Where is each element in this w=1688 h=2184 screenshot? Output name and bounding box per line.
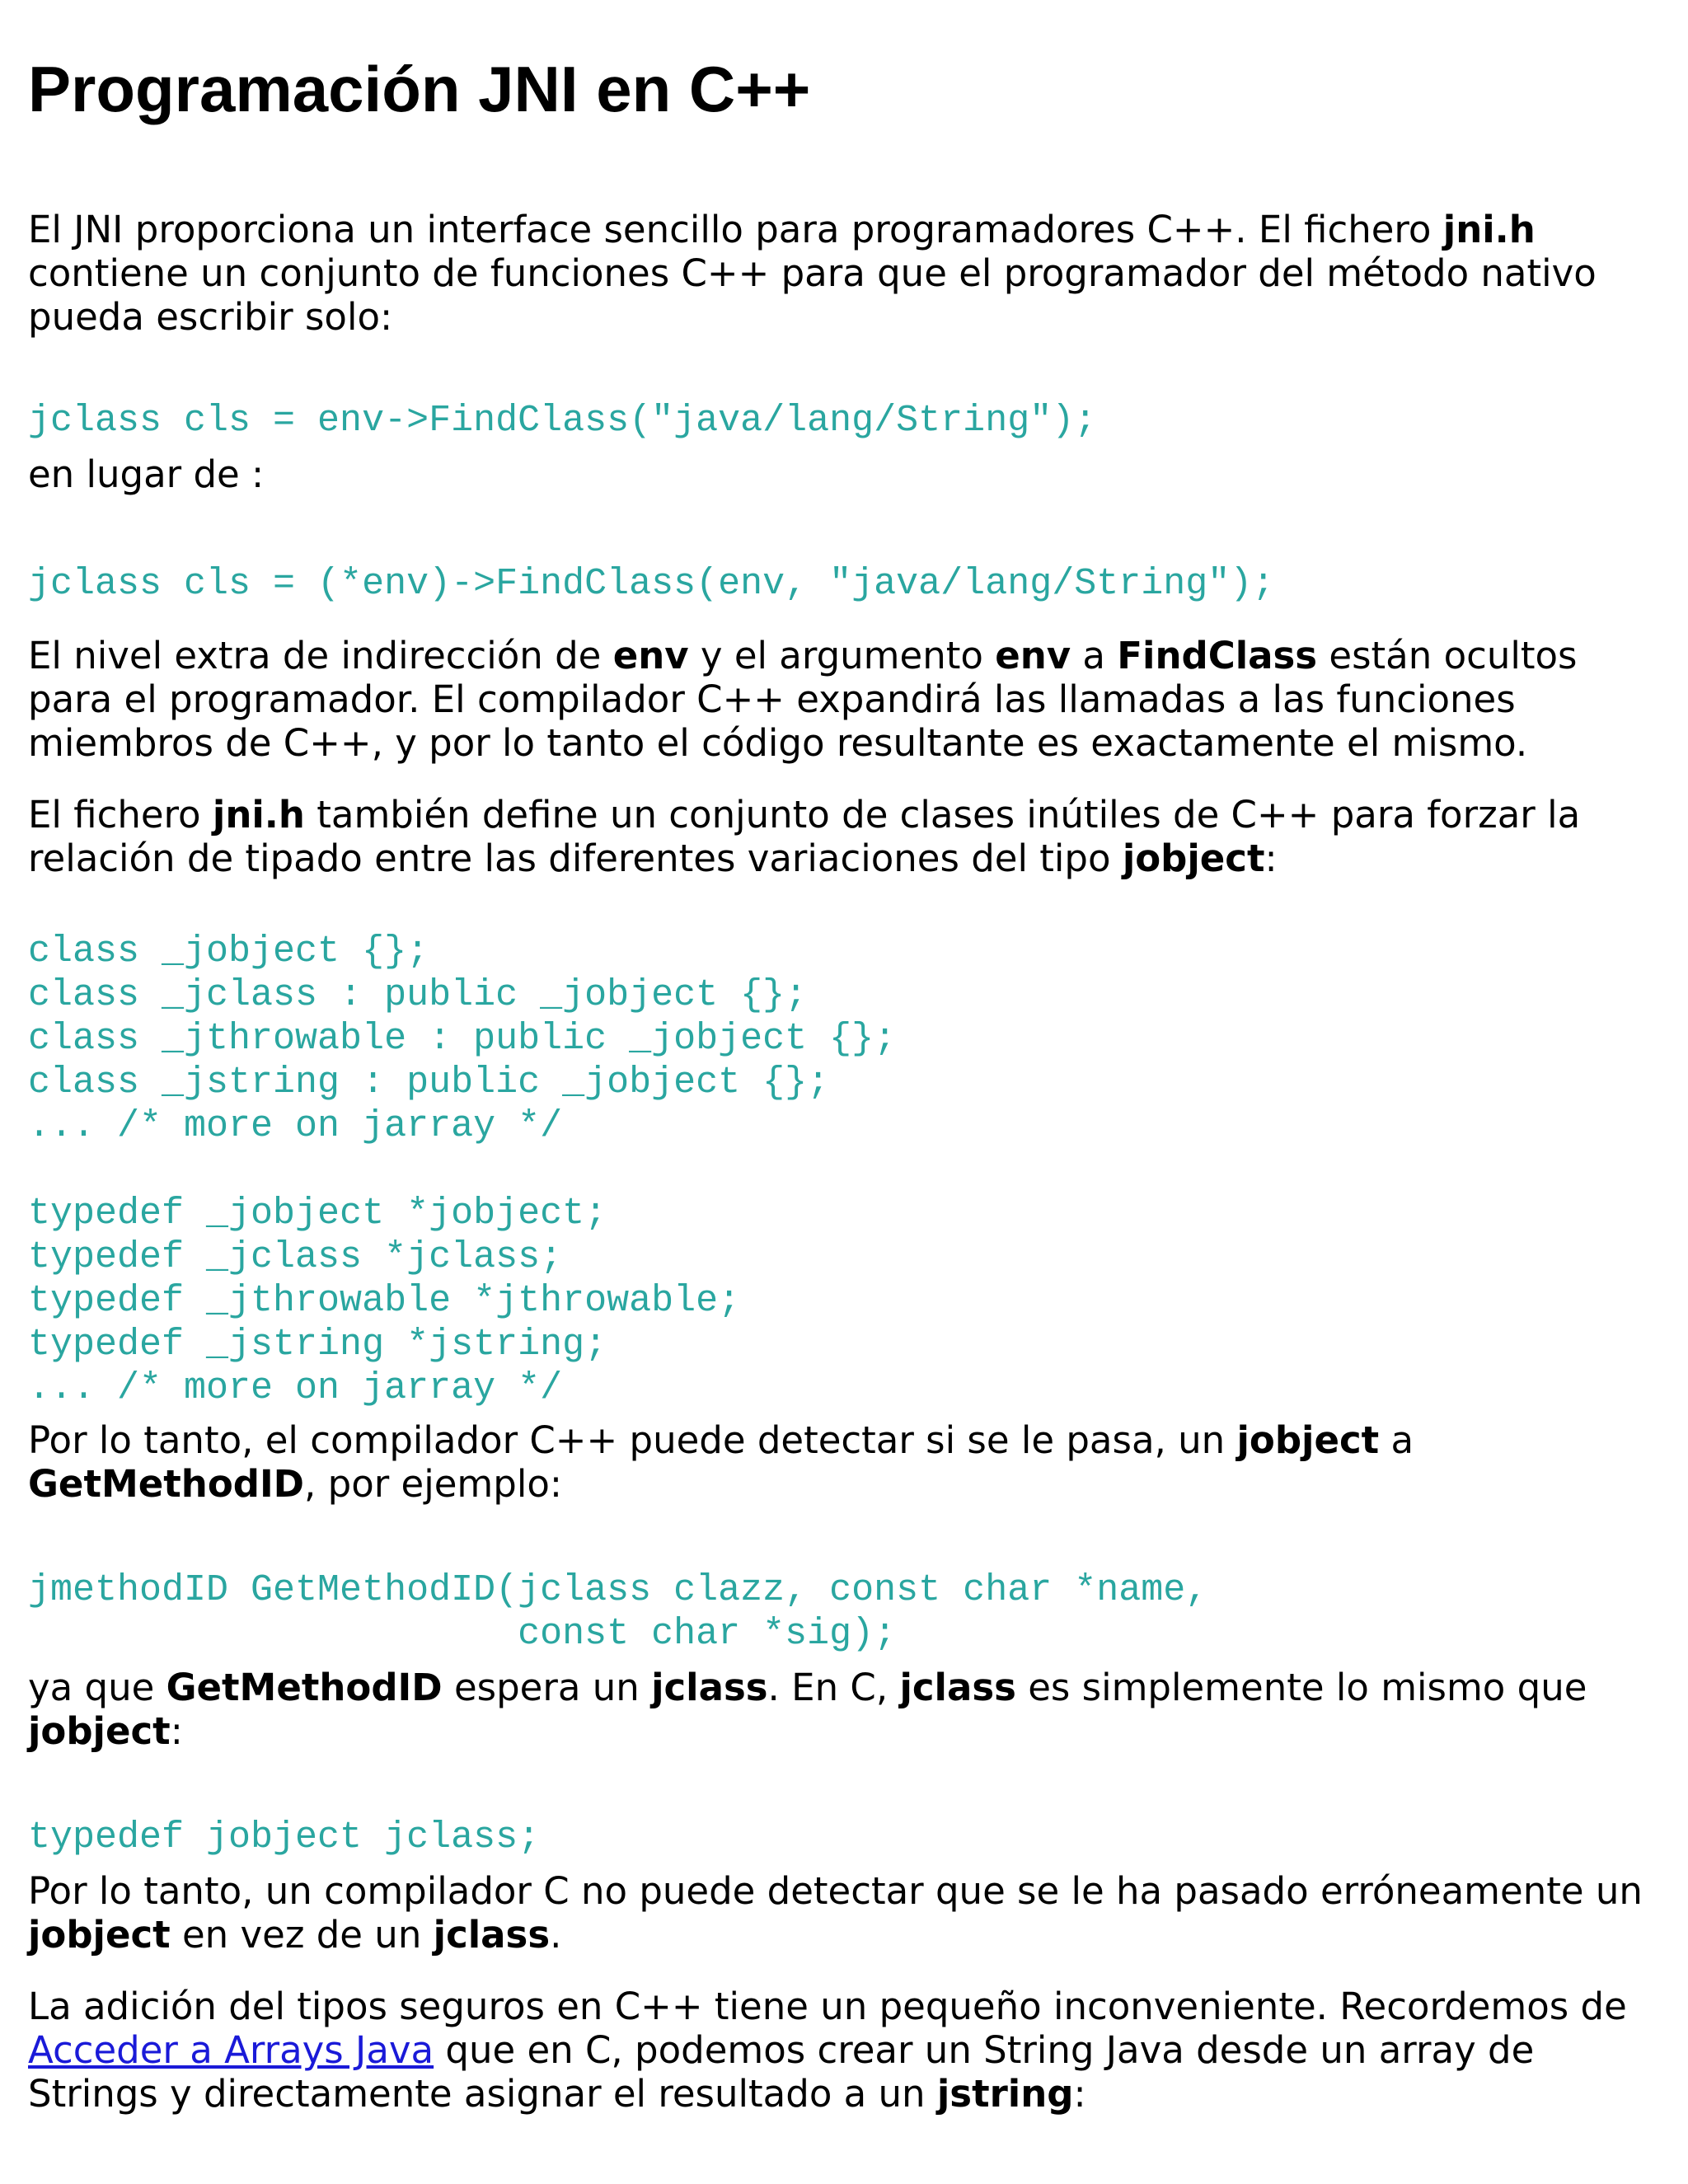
text-run: : (1264, 837, 1278, 880)
code-findclass-c: jclass cls = (*env)->FindClass(env, "java/lang/String"); (28, 563, 1275, 605)
bold-term: jobject (28, 1913, 171, 1957)
bold-term: jclass (433, 1913, 551, 1957)
text-run: contiene un conjunto de funciones C++ para que el programador del método nativo pueda escribir solo: (28, 251, 1597, 339)
code-findclass-cpp: jclass cls = env->FindClass("java/lang/String"); (28, 400, 1097, 442)
text-run: también define un conjunto de clases inútiles de C++ para forzar la relación de tipado entre las diferentes variaciones del tipo (28, 793, 1581, 880)
bold-term: jclass (651, 1666, 768, 1709)
text-run: a (1071, 634, 1118, 677)
type-safety-paragraph (28, 1985, 1660, 2116)
en-lugar-de-text: en lugar de : (28, 452, 265, 496)
compiler-detect-paragraph (28, 1418, 1660, 1506)
acceder-arrays-link[interactable]: Acceder a Arrays Java (28, 2028, 434, 2072)
text-run: El fichero (28, 793, 213, 837)
text-run: , por ejemplo: (304, 1462, 563, 1506)
bold-term: jobject (1122, 837, 1265, 880)
text-run: que en C, podemos crear un String Java desde un array de Strings y directamente asignar el resultado a un (28, 2028, 1535, 2116)
bold-term: GetMethodID (166, 1666, 443, 1709)
intro-paragraph (28, 208, 1660, 339)
text-run: ya que (28, 1666, 166, 1709)
bold-term: env (612, 634, 689, 677)
page-title: Programación JNI en C++ (28, 53, 811, 125)
bold-term: jobject (28, 1709, 171, 1753)
c-compiler-paragraph (28, 1869, 1660, 1957)
text-run: en vez de un (170, 1913, 434, 1957)
text-run: a (1379, 1418, 1414, 1462)
text-run: están ocultos para el programador. El compilador C++ expandirá las llamadas a las funciones miembros de C++, y por lo tanto el código resultante es exactamente el mismo. (28, 634, 1578, 765)
code-class-hierarchy: class _jobject {}; class _jclass : public _jobject {}; class _jthrowable : public _jobject {}; class _jstring : public _jobject {}; ... /* more on jarray */ typedef _jobject *jobject; typedef _jclass *jclass; typedef _jthrowable *jthrowable; typedef _jstring *jstring; ... /* more on jarray */ (28, 930, 897, 1409)
bold-term: FindClass (1117, 634, 1318, 677)
text-run: El nivel extra de indirección de (28, 634, 613, 677)
classes-paragraph (28, 793, 1668, 880)
text-run: : (170, 1709, 183, 1753)
text-run: . (550, 1913, 562, 1957)
code-typedef-jclass: typedef jobject jclass; (28, 1816, 541, 1858)
text-run: La adición del tipos seguros en C++ tiene un pequeño inconveniente. Recordemos de (28, 1985, 1627, 2028)
text-run: es simplemente lo mismo que (1015, 1666, 1587, 1709)
text-run: Por lo tanto, el compilador C++ puede detectar si se le pasa, un (28, 1418, 1237, 1462)
text-run: El JNI proporciona un interface sencillo para programadores C++. El fichero (28, 208, 1443, 251)
text-run: y el argumento (688, 634, 996, 677)
bold-term: jclass (899, 1666, 1016, 1709)
bold-term: jobject (1236, 1418, 1380, 1462)
bold-term: jstring (936, 2072, 1074, 2116)
indirection-paragraph (28, 634, 1660, 765)
bold-term: jni.h (1442, 208, 1536, 251)
text-run: Por lo tanto, un compilador C no puede detectar que se le ha pasado erróneamente un (28, 1869, 1643, 1913)
text-run: : (1073, 2072, 1086, 2116)
bold-term: env (995, 634, 1071, 677)
code-getmethodid: jmethodID GetMethodID(jclass clazz, const char *name, const char *sig); (28, 1569, 1208, 1655)
bold-term: GetMethodID (28, 1462, 305, 1506)
jclass-explanation-paragraph (28, 1666, 1660, 1753)
text-run: . En C, (767, 1666, 900, 1709)
text-run: espera un (442, 1666, 652, 1709)
bold-term: jni.h (212, 793, 305, 837)
